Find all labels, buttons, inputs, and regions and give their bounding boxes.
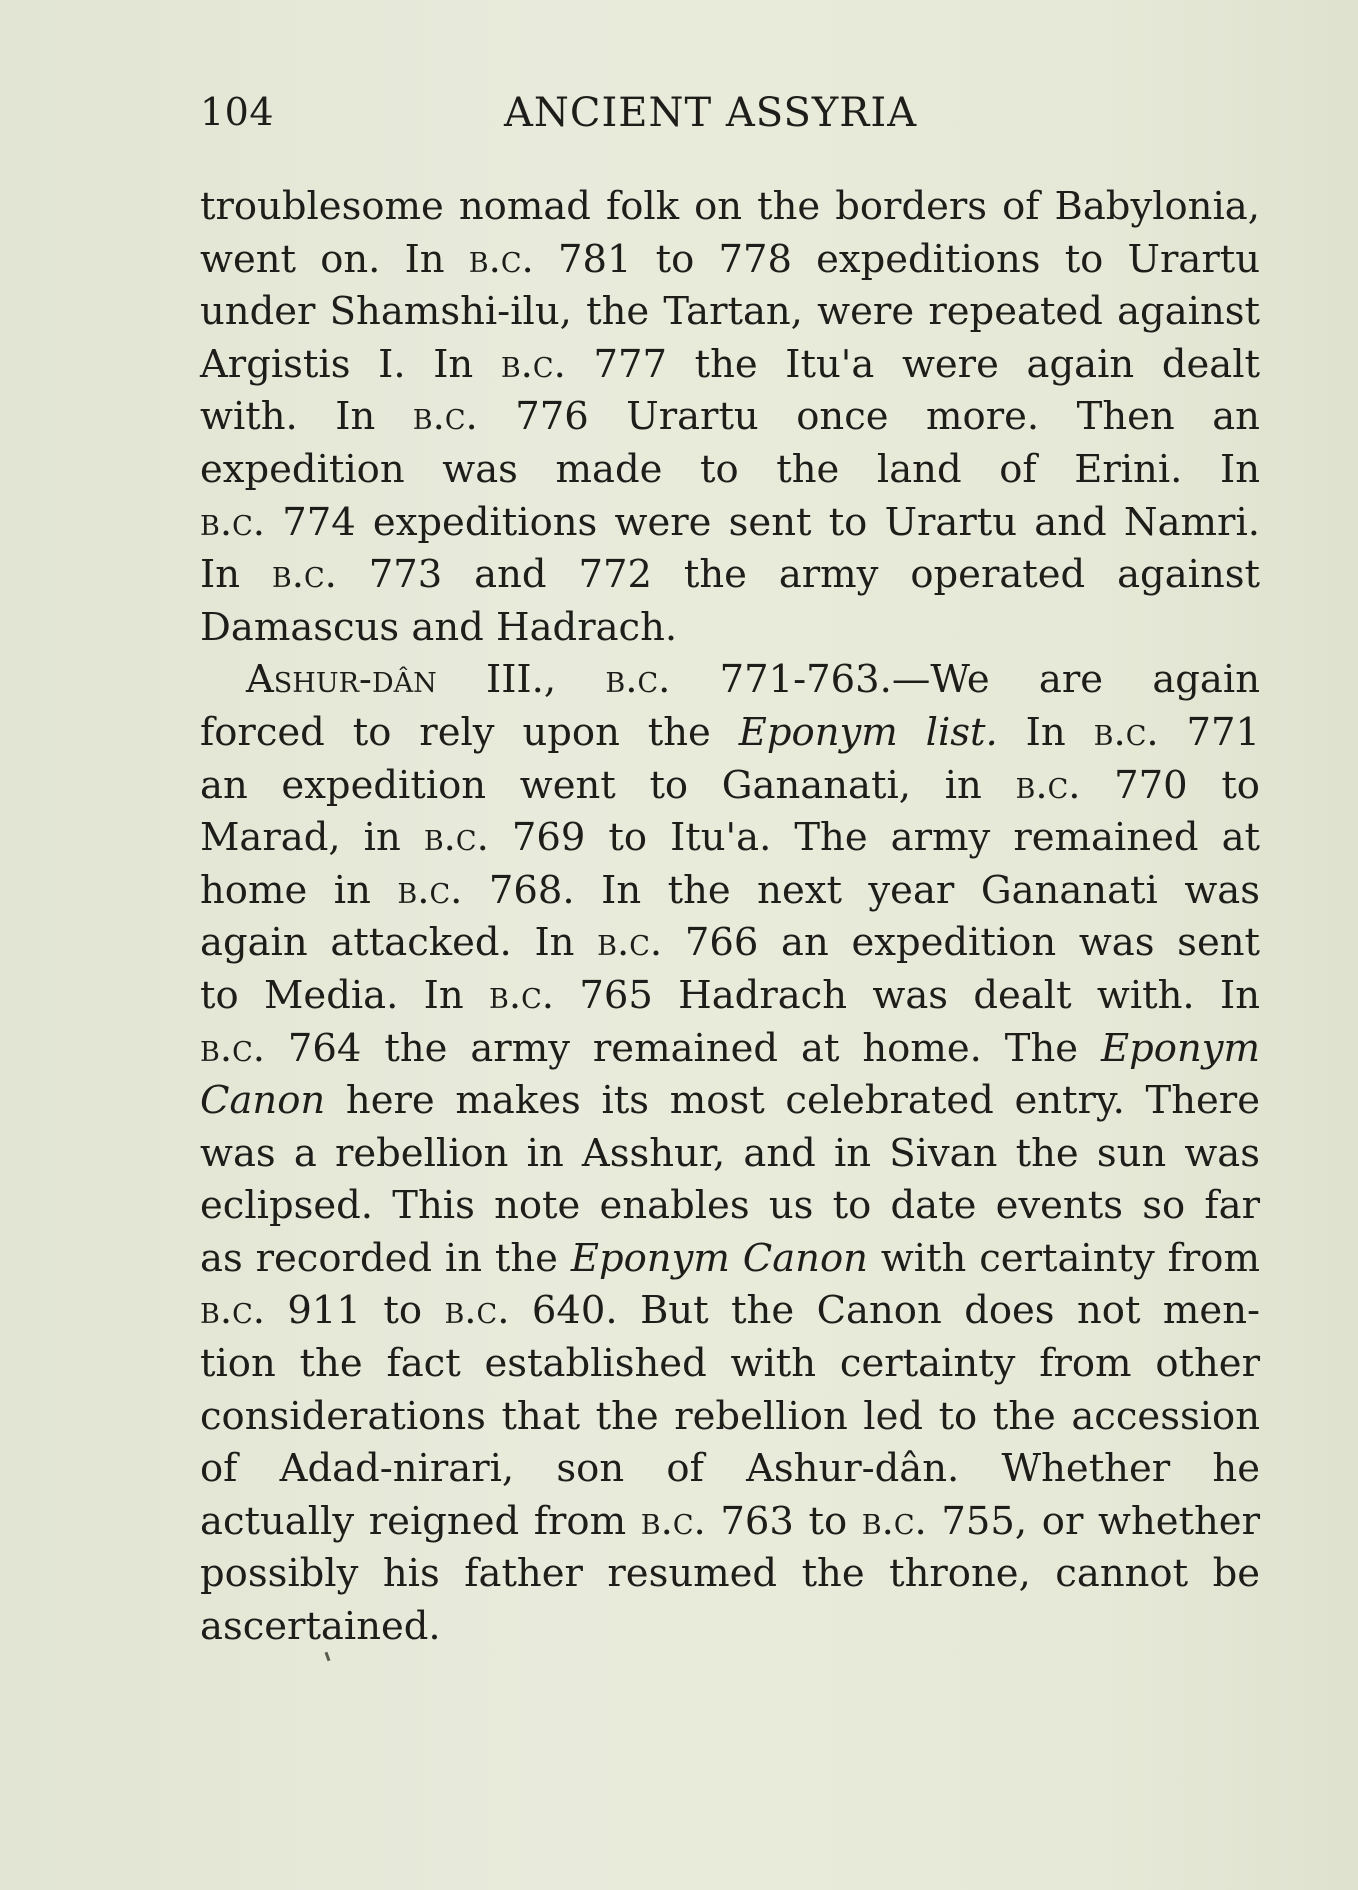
small-caps-run: b.c. bbox=[397, 867, 463, 913]
text-line-12: an expedition went to Gananati, in b.c. 770 to bbox=[200, 762, 1260, 808]
text-line-20: eclipsed. This note enables us to date events so far bbox=[200, 1183, 1260, 1229]
text-line-13: Marad, in b.c. 769 to Itu'a. The army remained at bbox=[200, 815, 1261, 861]
text-line-21: as recorded in the Eponym Canon with certainty from bbox=[200, 1235, 1260, 1281]
small-caps-run: b.c. bbox=[489, 972, 554, 1018]
text-line-4: Argistis I. In b.c. 777 the Itu'a were again dealt bbox=[200, 341, 1260, 387]
text-line-2: went on. In b.c. 781 to 778 expeditions to Urartu bbox=[200, 236, 1261, 282]
small-caps-run: b.c. bbox=[423, 815, 489, 861]
text-line-11: forced to rely upon the Eponym list. In b.c. 771 bbox=[200, 709, 1260, 755]
text-line-9: Damascus and Hadrach. bbox=[200, 604, 678, 650]
text-line-7: b.c. 774 expeditions were sent to Urartu and Namri. bbox=[200, 499, 1260, 545]
small-caps-run: b.c. bbox=[1093, 709, 1159, 755]
small-caps-run: b.c. bbox=[271, 552, 337, 598]
text-line-25: of Adad-nirari, son of Ashur-dân. Whether he bbox=[200, 1446, 1260, 1492]
text-line-27: possibly his father resumed the throne, cannot be bbox=[200, 1551, 1260, 1597]
small-caps-run: b.c. bbox=[597, 920, 663, 966]
small-caps-run: b.c. bbox=[468, 236, 534, 282]
text-line-15: again attacked. In b.c. 766 an expedition was sent bbox=[200, 920, 1260, 966]
text-line-1: troublesome nomad folk on the borders of Babylonia, bbox=[200, 184, 1260, 229]
running-head: ANCIENT ASSYRIA bbox=[504, 90, 918, 136]
small-caps-run: b.c. bbox=[605, 657, 671, 703]
text-line-17: b.c. 764 the army remained at home. The Eponym bbox=[200, 1025, 1260, 1071]
page-number: 104 bbox=[200, 90, 275, 134]
small-caps-run: b.c. bbox=[861, 1498, 927, 1544]
small-caps-run: b.c. bbox=[500, 341, 566, 387]
text-line-3: under Shamshi-ilu, the Tartan, were repeated against bbox=[200, 289, 1260, 335]
text-line-24: considerations that the rebellion led to the accession bbox=[200, 1393, 1260, 1439]
text-line-23: tion the fact established with certainty from other bbox=[200, 1341, 1260, 1387]
text-line-22: b.c. 911 to b.c. 640. But the Canon does not men- bbox=[200, 1288, 1260, 1334]
small-caps-run: b.c. bbox=[412, 394, 478, 440]
text-line-14: home in b.c. 768. In the next year Gananati was bbox=[200, 867, 1260, 913]
italic-run: Eponym list. bbox=[738, 709, 998, 755]
italic-run: Canon bbox=[200, 1078, 326, 1124]
text-line-5: with. In b.c. 776 Urartu once more. Then an bbox=[200, 394, 1260, 440]
text-line-26: actually reigned from b.c. 763 to b.c. 755, or whether bbox=[200, 1498, 1260, 1544]
small-caps-run: b.c. bbox=[444, 1288, 510, 1334]
italic-run: Eponym bbox=[1101, 1025, 1260, 1071]
text-line-18: Canon here makes its most celebrated entry. There bbox=[200, 1078, 1260, 1124]
text-line-6: expedition was made to the land of Erini. In bbox=[200, 446, 1260, 492]
text-line-8: In b.c. 773 and 772 the army operated against bbox=[200, 552, 1260, 598]
page-header bbox=[200, 90, 1260, 140]
small-caps-run: b.c. bbox=[640, 1498, 706, 1544]
small-caps-run: b.c. bbox=[1015, 762, 1081, 808]
text-line-16: to Media. In b.c. 765 Hadrach was dealt with. In bbox=[200, 972, 1260, 1018]
text-line-19: was a rebellion in Asshur, and in Sivan the sun was bbox=[200, 1130, 1260, 1176]
body-text bbox=[200, 181, 1260, 1654]
italic-run: Eponym Canon bbox=[570, 1235, 868, 1281]
small-caps-run: b.c. bbox=[200, 499, 265, 545]
small-caps-run: Ashur-dân bbox=[246, 657, 437, 703]
text-line-28: ascertained. bbox=[200, 1604, 441, 1650]
small-caps-run: b.c. bbox=[200, 1025, 265, 1071]
section-heading-line: Ashur-dân III., b.c. 771-763.—We are again bbox=[246, 657, 1260, 703]
small-caps-run: b.c. bbox=[200, 1288, 265, 1334]
